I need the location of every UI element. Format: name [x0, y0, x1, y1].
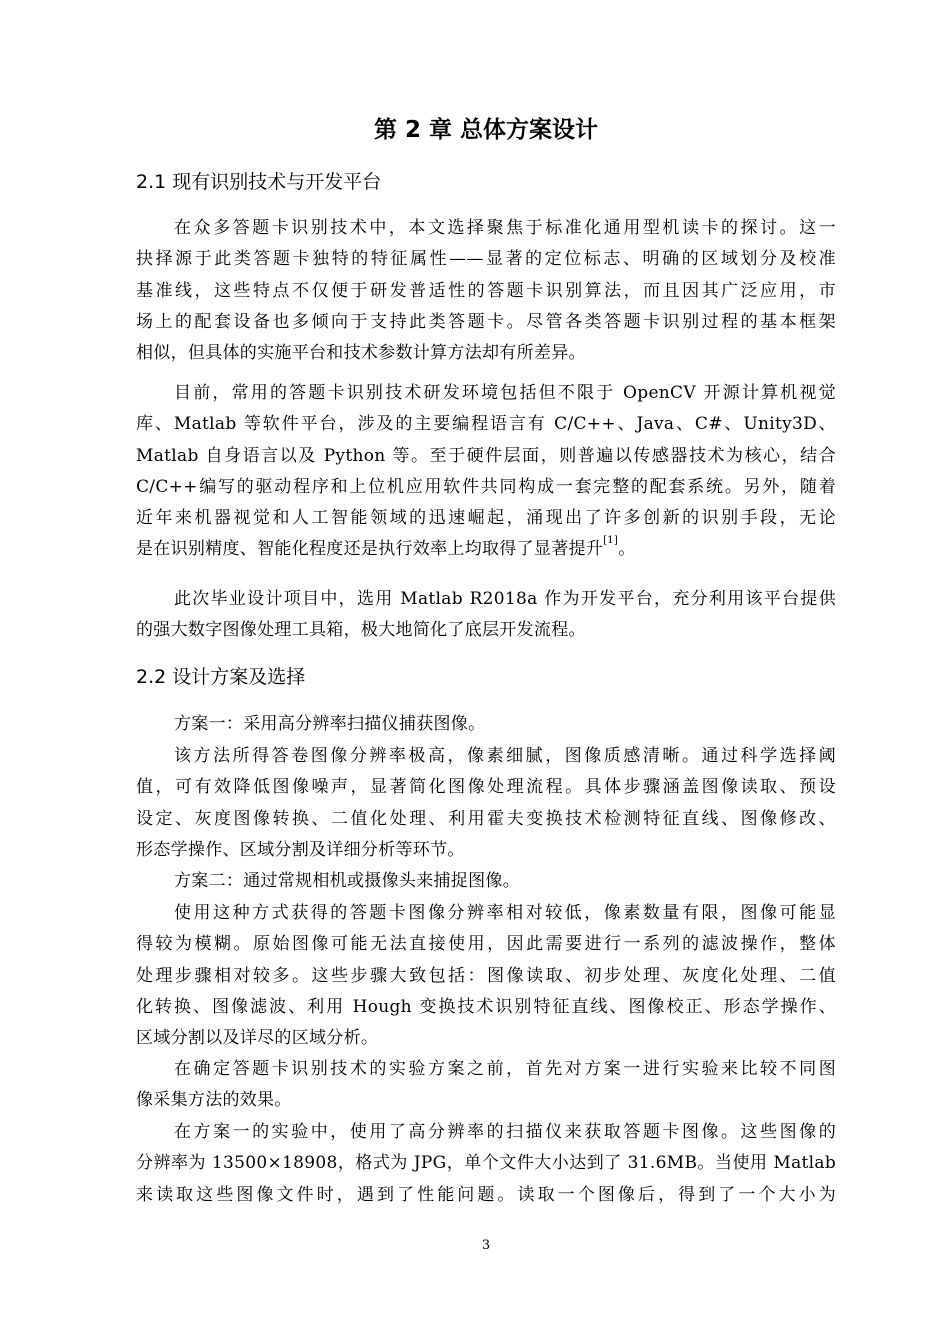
paragraph-experiment-scheme-1	[136, 1117, 836, 1211]
text-line: 值，可有效降低图像噪声，显著简化图像处理流程。具体步骤涵盖图像读取、预设	[136, 777, 836, 798]
text-line: 此次毕业设计项目中，选用 Matlab R2018a 作为开发平台，充分利用该平台提供	[174, 589, 836, 609]
paragraph-2-1-1	[136, 213, 836, 369]
text-line: 处理步骤相对较多。这些步骤大致包括：图像读取、初步处理、灰度化处理、二值	[136, 965, 836, 986]
text-line-tail: 。	[618, 539, 636, 560]
text-line: 使用这种方式获得的答题卡图像分辨率相对较低，像素数量有限，图像可能显	[174, 903, 836, 923]
paragraph-scheme-2-desc	[136, 898, 836, 1054]
paragraph-scheme-1-title	[136, 709, 836, 740]
text-line: 相似，但具体的实施平台和技术参数计算方法却有所差异。	[136, 343, 586, 364]
text-line: 在众多答题卡识别技术中，本文选择聚焦于标准化通用型机读卡的探讨。这一	[174, 218, 836, 238]
text-line: 方案二：通过常规相机或摄像头来捕捉图像。	[174, 871, 520, 891]
text-line: Matlab 自身语言以及 Python 等。至于硬件层面，则普遍以传感器技术为核心，结合	[136, 445, 836, 466]
text-line: 目前，常用的答题卡识别技术研发环境包括但不限于 OpenCV 开源计算机视觉	[174, 383, 836, 403]
text-line: 化转换、图像滤波、利用 Hough 变换技术识别特征直线、图像校正、形态学操作、	[136, 996, 836, 1017]
text-line: 该方法所得答卷图像分辨率极高，像素细腻，图像质感清晰。通过科学选择阈	[174, 746, 836, 766]
text-line: 像采集方法的效果。	[136, 1090, 292, 1111]
text-line: 近年来机器视觉和人工智能领域的迅速崛起，涌现出了许多创新的识别手段，无论	[136, 508, 836, 529]
text-line: 分辨率为 13500×18908，格式为 JPG，单个文件大小达到了 31.6MB。当使用 Matlab	[136, 1153, 836, 1174]
section-heading-2-1: 2.1 现有识别技术与开发平台	[136, 171, 382, 193]
text-line: 基准线，这些特点不仅便于研发普适性的答题卡识别算法，而且因其广泛应用，市	[136, 280, 836, 301]
text-line: 方案一：采用高分辨率扫描仪捕获图像。	[174, 714, 486, 734]
page-number: 3	[481, 1238, 491, 1253]
citation-reference[interactable]: [1]	[603, 535, 619, 547]
text-line: 场上的配套设备也多倾向于支持此类答题卡。尽管各类答题卡识别过程的基本框架	[136, 311, 836, 332]
paragraph-scheme-1-desc	[136, 741, 836, 866]
section-heading-2-2: 2.2 设计方案及选择	[136, 666, 306, 688]
text-line: 的强大数字图像处理工具箱，极大地简化了底层开发流程。	[136, 620, 586, 641]
text-line-content: 是在识别精度、智能化程度还是执行效率上均取得了显著提升	[136, 539, 604, 560]
text-line: 在方案一的实验中，使用了高分辨率的扫描仪来获取答题卡图像。这些图像的	[174, 1122, 836, 1142]
text-line: 形态学操作、区域分割及详细分析等环节。	[136, 839, 465, 860]
text-line: 库、Matlab 等软件平台，涉及的主要编程语言有 C/C++、Java、C#、Unity3D、	[136, 414, 836, 435]
paragraph-2-1-2	[136, 378, 836, 566]
text-line: 得较为模糊。原始图像可能无法直接使用，因此需要进行一系列的滤波操作，整体	[136, 934, 836, 955]
paragraph-scheme-2-title	[136, 866, 836, 897]
chapter-title: 第 2 章 总体方案设计	[373, 117, 599, 143]
paragraph-experiment-intro	[136, 1054, 836, 1117]
paragraph-2-1-3	[136, 584, 836, 647]
text-line: 来读取这些图像文件时，遇到了性能问题。读取一个图像后，得到了一个大小为	[136, 1184, 836, 1205]
text-line: 设定、灰度图像转换、二值化处理、利用霍夫变换技术检测特征直线、图像修改、	[136, 808, 836, 829]
text-line: 在确定答题卡识别技术的实验方案之前，首先对方案一进行实验来比较不同图	[174, 1059, 836, 1079]
text-line: 区域分割以及详尽的区域分析。	[136, 1028, 379, 1049]
text-line: 抉择源于此类答题卡独特的特征属性——显著的定位标志、明确的区域划分及校准	[136, 249, 836, 270]
text-line	[136, 534, 836, 565]
text-line: C/C++编写的驱动程序和上位机应用软件共同构成一套完整的配套系统。另外，随着	[136, 476, 836, 497]
